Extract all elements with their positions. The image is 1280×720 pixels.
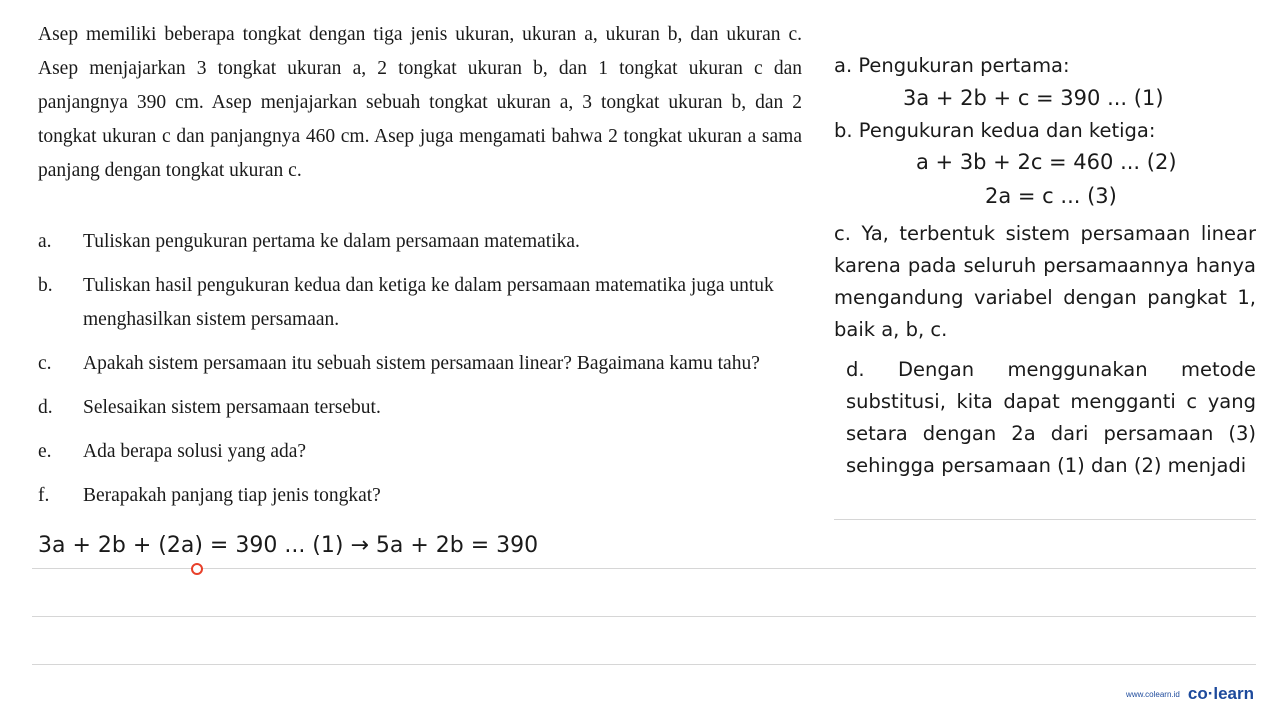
answer-d-text: d. Dengan menggunakan metode substitusi, kita dapat mengganti c yang setara dengan 2a dari persamaan (3) sehingga persamaan (1) dan (2) menjadi bbox=[846, 358, 1256, 477]
question-b bbox=[38, 269, 802, 337]
question-text: Ada berapa solusi yang ada? bbox=[83, 441, 307, 462]
ruled-line bbox=[32, 664, 1256, 665]
footer-url[interactable]: www.colearn.id bbox=[1126, 689, 1180, 699]
footer-logo bbox=[1126, 684, 1254, 704]
pointer-cursor-icon bbox=[191, 563, 203, 575]
question-label: e. bbox=[38, 441, 52, 462]
equation-2: a + 3b + 2c = 460 ... (2) bbox=[916, 150, 1177, 174]
question-text: Berapakah panjang tiap jenis tongkat? bbox=[83, 485, 381, 506]
problem-statement bbox=[38, 18, 802, 188]
question-list bbox=[38, 225, 802, 523]
question-a bbox=[38, 225, 802, 259]
answer-c-text: c. Ya, terbentuk sistem persamaan linear karena pada seluruh persamaannya hanya mengandung variabel dengan pangkat 1, baik a, b, c. bbox=[834, 222, 1256, 341]
answer-a-heading: a. Pengukuran pertama: bbox=[834, 54, 1070, 77]
ruled-line bbox=[32, 568, 1256, 569]
question-label: d. bbox=[38, 397, 53, 418]
question-label: c. bbox=[38, 353, 52, 374]
question-label: f. bbox=[38, 485, 50, 506]
brand-logo: co·learn bbox=[1187, 684, 1254, 703]
question-c bbox=[38, 347, 802, 381]
question-text: Tuliskan hasil pengukuran kedua dan ketiga ke dalam persamaan matematika juga untuk menghasilkan sistem persamaan. bbox=[83, 275, 774, 330]
divider bbox=[834, 519, 1256, 520]
work-line-1: 3a + 2b + (2a) = 390 ... (1) → 5a + 2b = 390 bbox=[38, 533, 539, 558]
question-f bbox=[38, 479, 802, 513]
question-text: Selesaikan sistem persamaan tersebut. bbox=[83, 397, 381, 418]
equation-1: 3a + 2b + c = 390 ... (1) bbox=[903, 86, 1164, 110]
question-d bbox=[38, 391, 802, 425]
question-label: b. bbox=[38, 275, 53, 296]
question-label: a. bbox=[38, 231, 52, 252]
question-text: Tuliskan pengukuran pertama ke dalam persamaan matematika. bbox=[83, 231, 580, 252]
equation-3: 2a = c ... (3) bbox=[985, 184, 1117, 208]
problem-text: Asep memiliki beberapa tongkat dengan tiga jenis ukuran, ukuran a, ukuran b, dan ukuran c. Asep menjajarkan 3 tongkat ukuran a, 2 tongkat ukuran b, dan 1 tongkat ukuran c dan panjangnya 390 cm. Asep menjajarkan sebuah tongkat ukuran a, 3 tongkat ukuran b, dan 2 tongkat ukuran c dan panjangnya 460 cm. Asep juga mengamati bahwa 2 tongkat ukuran a sama panjang dengan tongkat ukuran c. bbox=[38, 24, 802, 181]
answer-b-heading: b. Pengukuran kedua dan ketiga: bbox=[834, 119, 1156, 142]
question-e bbox=[38, 435, 802, 469]
ruled-line bbox=[32, 616, 1256, 617]
question-text: Apakah sistem persamaan itu sebuah sistem persamaan linear? Bagaimana kamu tahu? bbox=[83, 353, 760, 374]
